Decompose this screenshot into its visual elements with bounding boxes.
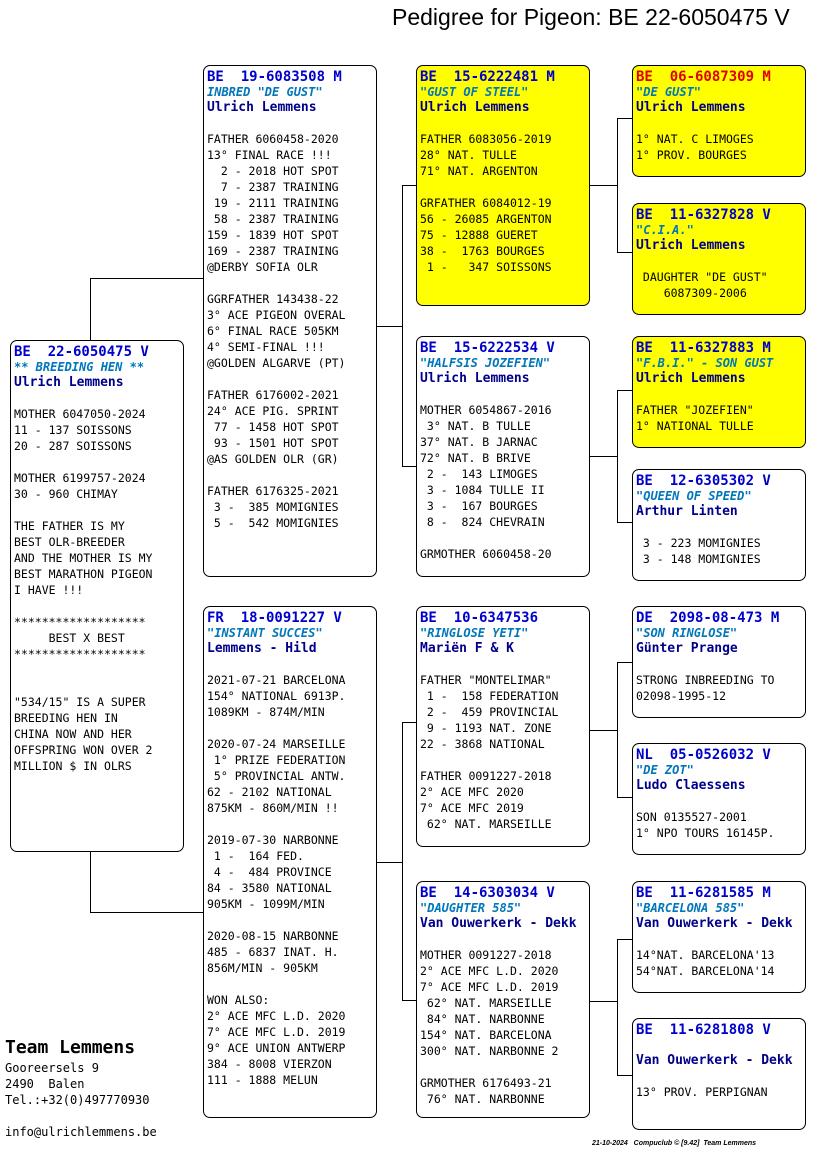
- result-line: STRONG INBREEDING TO: [636, 673, 775, 687]
- result-line: 13° PROV. PERPIGNAN: [636, 1085, 768, 1099]
- pigeon-owner: Van Ouwerkerk - Dekk: [636, 1053, 793, 1068]
- result-line: 75 - 12888 GUERET: [420, 228, 538, 242]
- result-line: 1 - 347 SOISSONS: [420, 260, 552, 274]
- result-line: 485 - 6837 INAT. H.: [207, 945, 339, 959]
- result-line: FATHER 6083056-2019: [420, 132, 552, 146]
- result-line: [207, 976, 376, 992]
- result-line: 169 - 2387 TRAINING: [207, 244, 339, 258]
- result-line: BREEDING HEN IN: [14, 711, 118, 725]
- breeder-name: Team Lemmens: [5, 1037, 136, 1058]
- result-line: 3° ACE PIGEON OVERAL: [207, 308, 346, 322]
- result-line: 71° NAT. ARGENTON: [420, 164, 538, 178]
- pigeon-nickname: "INSTANT SUCCES": [207, 626, 323, 640]
- result-line: 28° NAT. TULLE: [420, 148, 517, 162]
- pigeon-card-fmm: [632, 469, 806, 581]
- result-line: @DERBY SOFIA OLR: [207, 260, 318, 274]
- pigeon-nickname: "DE GUST": [636, 85, 702, 99]
- result-line: 77 - 1458 HOT SPOT: [207, 420, 339, 434]
- result-line: AND THE MOTHER IS MY: [14, 551, 153, 565]
- result-line: "534/15" IS A SUPER: [14, 695, 146, 709]
- result-line: FATHER 6176325-2021: [207, 484, 339, 498]
- result-line: 30 - 960 CHIMAY: [14, 487, 118, 501]
- breeder-city: 2490 Balen: [5, 1077, 85, 1091]
- pigeon-card-mother: [203, 606, 377, 1118]
- result-line: 13° FINAL RACE !!!: [207, 148, 332, 162]
- footer-credits: 21-10-2024 Compuclub © [9.42] Team Lemmens: [592, 1140, 757, 1147]
- result-line: 8 - 824 CHEVRAIN: [420, 515, 545, 529]
- result-line: 7° ACE MFC L.D. 2019: [207, 1025, 346, 1039]
- result-line: 19 - 2111 TRAINING: [207, 196, 339, 210]
- pigeon-card-ffm: [632, 203, 806, 315]
- result-line: FATHER 0091227-2018: [420, 769, 552, 783]
- pigeon-results: [420, 672, 589, 832]
- result-line: *******************: [14, 615, 146, 629]
- result-line: 2 - 459 PROVINCIAL: [420, 705, 559, 719]
- breeder-street: Gooreersels 9: [5, 1061, 99, 1075]
- pigeon-results: [207, 672, 376, 1088]
- result-line: 22 - 3868 NATIONAL: [420, 737, 545, 751]
- result-line: @AS GOLDEN OLR (GR): [207, 452, 339, 466]
- result-line: MOTHER 6047050-2024: [14, 407, 146, 421]
- result-line: [14, 662, 183, 678]
- pigeon-results: [636, 672, 805, 704]
- result-line: 62° NAT. MARSEILLE: [420, 817, 552, 831]
- result-line: 84° NAT. NARBONNE: [420, 1012, 545, 1026]
- result-line: 1° NAT. C LIMOGES: [636, 132, 754, 146]
- result-line: 9 - 1193 NAT. ZONE: [420, 721, 552, 735]
- page-title: Pedigree for Pigeon: BE 22-6050475 V: [392, 4, 790, 30]
- result-line: FATHER 6060458-2020: [207, 132, 339, 146]
- result-line: 02098-1995-12: [636, 689, 727, 703]
- result-line: OFFSPRING WON OVER 2: [14, 743, 153, 757]
- result-line: SON 0135527-2001: [636, 810, 747, 824]
- pigeon-card-mf: [416, 606, 590, 847]
- result-line: *******************: [14, 647, 146, 661]
- pigeon-results: [636, 947, 805, 979]
- result-line: [207, 720, 376, 736]
- pigeon-owner: Ulrich Lemmens: [420, 371, 530, 386]
- result-line: 56 - 26085 ARGENTON: [420, 212, 552, 226]
- pigeon-nickname: "GUST OF STEEL": [420, 85, 529, 99]
- result-line: GRFATHER 6084012-19: [420, 196, 552, 210]
- result-line: MOTHER 6199757-2024: [14, 471, 146, 485]
- result-line: 5° PROVINCIAL ANTW.: [207, 769, 346, 783]
- result-line: 2° ACE MFC L.D. 2020: [207, 1009, 346, 1023]
- result-line: [207, 467, 376, 483]
- result-line: @GOLDEN ALGARVE (PT): [207, 356, 346, 370]
- result-line: 6° FINAL RACE 505KM: [207, 324, 339, 338]
- result-line: 300° NAT. NARBONNE 2: [420, 1044, 559, 1058]
- pigeon-results: [420, 131, 589, 275]
- ring-number: BE 22-6050475 V: [14, 344, 149, 360]
- ring-number: FR 18-0091227 V: [207, 610, 342, 626]
- result-line: [14, 454, 183, 470]
- pigeon-owner: Ulrich Lemmens: [636, 100, 746, 115]
- result-line: [14, 502, 183, 518]
- ring-number: DE 2098-08-473 M: [636, 610, 780, 626]
- result-line: 3 - 148 MOMIGNIES: [636, 552, 761, 566]
- pigeon-results: [636, 1084, 805, 1100]
- result-line: 875KM - 860M/MIN !!: [207, 801, 339, 815]
- result-line: FATHER "MONTELIMAR": [420, 673, 552, 687]
- ring-number: BE 12-6305302 V: [636, 473, 771, 489]
- result-line: 905KM - 1099M/MIN: [207, 897, 325, 911]
- pigeon-nickname: "DAUGHTER 585": [420, 901, 522, 915]
- result-line: 72° NAT. B BRIVE: [420, 451, 531, 465]
- result-line: 20 - 287 SOISSONS: [14, 439, 132, 453]
- pigeon-nickname: "C.I.A.": [636, 223, 694, 237]
- result-line: 1° PRIZE FEDERATION: [207, 753, 346, 767]
- pigeon-owner: Ulrich Lemmens: [14, 375, 124, 390]
- result-line: [207, 816, 376, 832]
- result-line: [14, 678, 183, 694]
- result-line: GGRFATHER 143438-22: [207, 292, 339, 306]
- pigeon-nickname: INBRED "DE GUST": [207, 85, 323, 99]
- result-line: 2019-07-30 NARBONNE: [207, 833, 339, 847]
- result-line: 4° SEMI-FINAL !!!: [207, 340, 325, 354]
- result-line: 11 - 137 SOISSONS: [14, 423, 132, 437]
- pigeon-nickname: [636, 1038, 805, 1052]
- pigeon-results: [636, 402, 805, 434]
- result-line: 1089KM - 874M/MIN: [207, 705, 325, 719]
- result-line: GRMOTHER 6060458-20: [420, 547, 552, 561]
- result-line: 3 - 1084 TULLE II: [420, 483, 545, 497]
- result-line: THE FATHER IS MY: [14, 519, 125, 533]
- pigeon-owner: Mariën F & K: [420, 641, 514, 656]
- pigeon-nickname: "SON RINGLOSE": [636, 626, 738, 640]
- ring-number: NL 05-0526032 V: [636, 747, 771, 763]
- pigeon-card-mmf: [632, 881, 806, 993]
- result-line: 159 - 1839 HOT SPOT: [207, 228, 339, 242]
- result-line: GRMOTHER 6176493-21: [420, 1076, 552, 1090]
- pigeon-owner: Günter Prange: [636, 641, 738, 656]
- pigeon-owner: Ulrich Lemmens: [420, 100, 530, 115]
- result-line: FATHER 6176002-2021: [207, 388, 339, 402]
- result-line: 4 - 484 PROVINCE: [207, 865, 332, 879]
- result-line: 2 - 2018 HOT SPOT: [207, 164, 339, 178]
- result-line: 111 - 1888 MELUN: [207, 1073, 318, 1087]
- result-line: [420, 752, 589, 768]
- breeder-phone: Tel.:+32(0)497770930: [5, 1093, 150, 1107]
- result-line: 7° ACE MFC L.D. 2019: [420, 980, 559, 994]
- pigeon-owner: Van Ouwerkerk - Dekk: [420, 916, 577, 931]
- result-line: 856M/MIN - 905KM: [207, 961, 318, 975]
- pigeon-owner: Lemmens - Hild: [207, 641, 317, 656]
- result-line: 3 - 223 MOMIGNIES: [636, 536, 761, 550]
- ring-number: BE 06-6087309 M: [636, 69, 771, 85]
- result-line: [207, 275, 376, 291]
- result-line: 154° NAT. BARCELONA: [420, 1028, 552, 1042]
- result-line: I HAVE !!!: [14, 583, 84, 597]
- result-line: 38 - 1763 BOURGES: [420, 244, 545, 258]
- result-line: WON ALSO:: [207, 993, 270, 1007]
- pigeon-results: [207, 131, 376, 531]
- result-line: [207, 371, 376, 387]
- pigeon-nickname: "HALFSIS JOZEFIEN": [420, 356, 551, 370]
- result-line: MOTHER 6054867-2016: [420, 403, 552, 417]
- ring-number: BE 11-6281585 M: [636, 885, 771, 901]
- result-line: 2020-08-15 NARBONNE: [207, 929, 339, 943]
- pigeon-card-fm: [416, 336, 590, 577]
- result-line: 37° NAT. B JARNAC: [420, 435, 538, 449]
- result-line: [420, 530, 589, 546]
- result-line: DAUGHTER "DE GUST": [636, 270, 768, 284]
- result-line: 1 - 164 FED.: [207, 849, 304, 863]
- result-line: 62 - 2102 NATIONAL: [207, 785, 332, 799]
- pigeon-card-mmm: [632, 1018, 806, 1130]
- pigeon-owner: Ulrich Lemmens: [636, 371, 746, 386]
- result-line: 2 - 143 LIMOGES: [420, 467, 538, 481]
- pigeon-nickname: "DE ZOT": [636, 763, 694, 777]
- pigeon-results: [636, 535, 805, 567]
- result-line: 2021-07-21 BARCELONA: [207, 673, 346, 687]
- result-line: BEST X BEST: [14, 631, 125, 645]
- result-line: 2020-07-24 MARSEILLE: [207, 737, 346, 751]
- pigeon-card-fff: [632, 65, 806, 177]
- pigeon-results: [420, 402, 589, 562]
- result-line: 93 - 1501 HOT SPOT: [207, 436, 339, 450]
- result-line: 58 - 2387 TRAINING: [207, 212, 339, 226]
- result-line: MILLION $ IN OLRS: [14, 759, 132, 773]
- pigeon-nickname: "RINGLOSE YETI": [420, 626, 529, 640]
- result-line: 7 - 2387 TRAINING: [207, 180, 339, 194]
- result-line: 154° NATIONAL 6913P.: [207, 689, 346, 703]
- result-line: 1 - 158 FEDERATION: [420, 689, 559, 703]
- ring-number: BE 11-6327828 V: [636, 207, 771, 223]
- pigeon-card-mff: [632, 606, 806, 718]
- pigeon-nickname: "F.B.I." - SON GUST: [636, 356, 774, 370]
- result-line: 7° ACE MFC 2019: [420, 801, 524, 815]
- pigeon-owner: Van Ouwerkerk - Dekk: [636, 916, 793, 931]
- ring-number: BE 10-6347536: [420, 610, 539, 626]
- result-line: 1° PROV. BOURGES: [636, 148, 747, 162]
- pigeon-owner: Ulrich Lemmens: [636, 238, 746, 253]
- pigeon-results: [636, 269, 805, 301]
- pigeon-results: [636, 809, 805, 841]
- result-line: [207, 912, 376, 928]
- result-line: BEST OLR-BREEDER: [14, 535, 125, 549]
- breeder-email: info@ulrichlemmens.be: [5, 1125, 157, 1139]
- result-line: 24° ACE PIG. SPRINT: [207, 404, 339, 418]
- result-line: 76° NAT. NARBONNE: [420, 1092, 545, 1106]
- result-line: 3 - 167 BOURGES: [420, 499, 538, 513]
- result-line: [420, 179, 589, 195]
- result-line: 54°NAT. BARCELONA'14: [636, 964, 775, 978]
- result-line: FATHER "JOZEFIEN": [636, 403, 754, 417]
- result-line: 5 - 542 MOMIGNIES: [207, 516, 339, 530]
- pigeon-card-mm: [416, 881, 590, 1118]
- result-line: 84 - 3580 NATIONAL: [207, 881, 332, 895]
- result-line: 2° ACE MFC L.D. 2020: [420, 964, 559, 978]
- result-line: 6087309-2006: [636, 286, 747, 300]
- result-line: CHINA NOW AND HER: [14, 727, 132, 741]
- result-line: 14°NAT. BARCELONA'13: [636, 948, 775, 962]
- result-line: BEST MARATHON PIGEON: [14, 567, 153, 581]
- pigeon-nickname: "QUEEN OF SPEED": [636, 489, 752, 503]
- result-line: [420, 1059, 589, 1075]
- pigeon-owner: Ludo Claessens: [636, 778, 746, 793]
- result-line: MOTHER 0091227-2018: [420, 948, 552, 962]
- ring-number: BE 11-6327883 M: [636, 340, 771, 356]
- ring-number: BE 15-6222534 V: [420, 340, 555, 356]
- pigeon-card-ff: [416, 65, 590, 306]
- result-line: [14, 598, 183, 614]
- pigeon-card-fmf: [632, 336, 806, 448]
- ring-number: BE 14-6303034 V: [420, 885, 555, 901]
- result-line: 3° NAT. B TULLE: [420, 419, 531, 433]
- pigeon-owner: Arthur Linten: [636, 504, 738, 519]
- pigeon-owner: Ulrich Lemmens: [207, 100, 317, 115]
- result-line: 3 - 385 MOMIGNIES: [207, 500, 339, 514]
- result-line: 1° NPO TOURS 16145P.: [636, 826, 775, 840]
- pigeon-nickname: ** BREEDING HEN **: [14, 360, 145, 374]
- pigeon-results: [636, 131, 805, 163]
- result-line: 384 - 8008 VIERZON: [207, 1057, 332, 1071]
- ring-number: BE 19-6083508 M: [207, 69, 342, 85]
- pigeon-card-father: [203, 65, 377, 577]
- ring-number: BE 15-6222481 M: [420, 69, 555, 85]
- result-line: 62° NAT. MARSEILLE: [420, 996, 552, 1010]
- pigeon-results: [420, 947, 589, 1107]
- pigeon-card-subject: [10, 340, 184, 852]
- pigeon-results: [14, 406, 183, 774]
- pigeon-card-mfm: [632, 743, 806, 855]
- result-line: 1° NATIONAL TULLE: [636, 419, 754, 433]
- ring-number: BE 11-6281808 V: [636, 1022, 771, 1038]
- result-line: 2° ACE MFC 2020: [420, 785, 524, 799]
- result-line: 9° ACE UNION ANTWERP: [207, 1041, 346, 1055]
- pigeon-nickname: "BARCELONA 585": [636, 901, 745, 915]
